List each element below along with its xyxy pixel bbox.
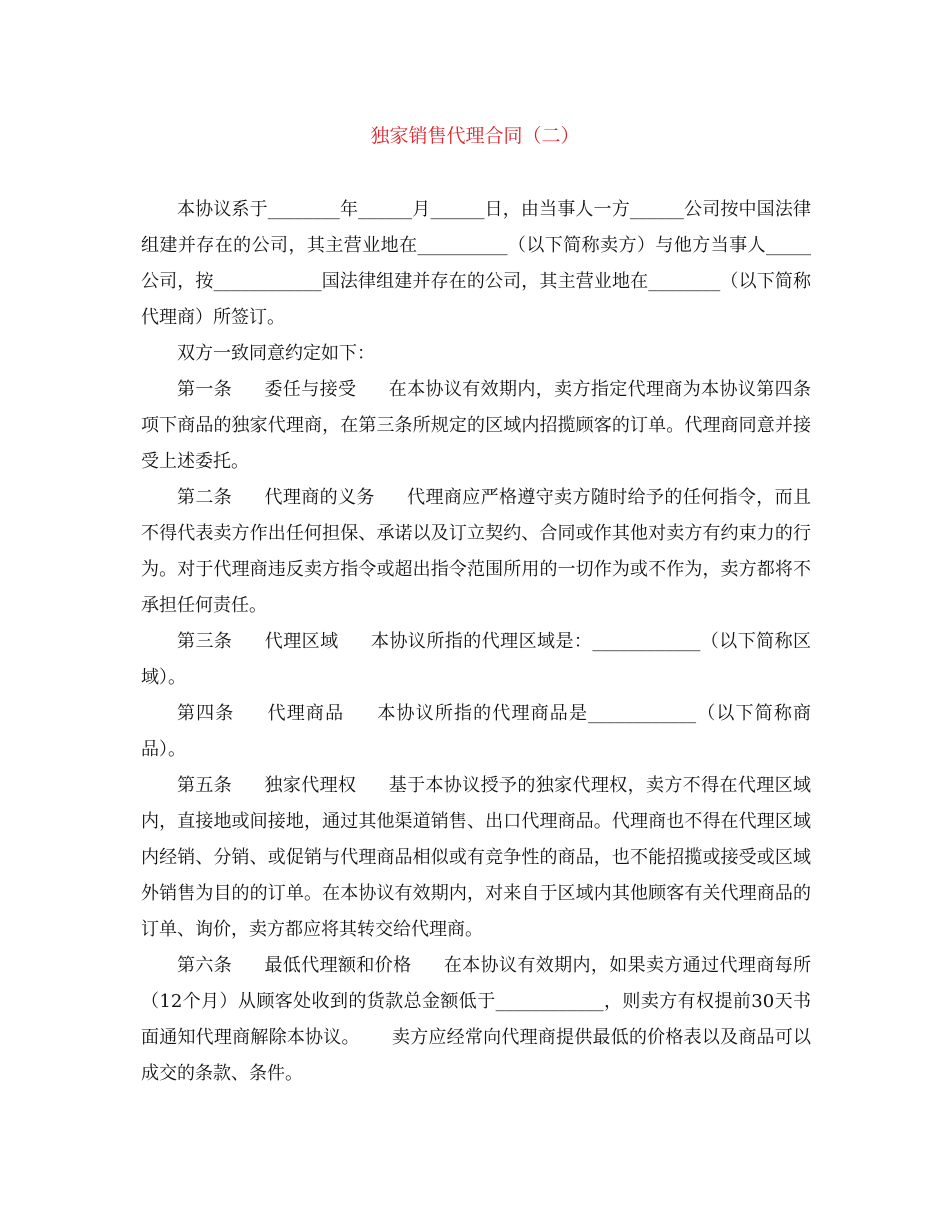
article-number: 第二条 (177, 487, 233, 508)
article-number: 第四条 (177, 703, 235, 724)
agreement-line: 双方一致同意约定如下： (177, 343, 375, 364)
document-body (141, 192, 811, 1092)
article-number: 第五条 (177, 775, 233, 796)
article-text: 基于本协议授予的独家代理权，卖方不得在代理区域内，直接地或间接地，通过其他渠道销售、出口代理商品。代理商也不得在代理区域内经销、分销、或促销与代理商品相似或有竞争性的商品，也不能招揽或接受或区域外销售为目的的订单。在本协议有效期内，对来自于区域内其他顾客有关代理商品的订单、询价，卖方都应将其转交给代理商。 (141, 775, 811, 940)
article-heading: 代理商品 (266, 703, 345, 724)
article-2 (141, 480, 811, 624)
article-text: 本协议所指的代理商品是____________（以下简称商品）。 (141, 703, 812, 760)
article-heading: 代理区域 (264, 631, 339, 652)
intro-paragraph: 本协议系于________年______月______日，由当事人一方______公司按中国法律组建并存在的公司，其主营业地在__________（以下简称卖方）与他方当事人_____公司，按____________国法律组建并存在的公司，其主营业地在________（以下简称代理商）所签订。 (141, 199, 811, 328)
article-4 (141, 696, 811, 768)
article-text: 在本协议有效期内，如果卖方通过代理商每所（12个月）从顾客处收到的货款总金额低于____________，则卖方有权提前30天书面通知代理商解除本协议。 (141, 955, 811, 1048)
article-text: 代理商应严格遵守卖方随时给予的任何指令，而且不得代表卖方作出任何担保、承诺以及订立契约、合同或作其他对卖方有约束力的行为。对于代理商违反卖方指令或超出指令范围所用的一切作为或不作为，卖方都将不承担任何责任。 (141, 487, 811, 616)
article-heading: 代理商的义务 (264, 487, 375, 508)
article-6 (141, 948, 811, 1092)
document-title: 独家销售代理合同（二） (370, 125, 580, 147)
article-text: 在本协议有效期内，卖方指定代理商为本协议第四条项下商品的独家代理商，在第三条所规定的区域内招揽顾客的订单。代理商同意并接受上述委托。 (141, 379, 811, 472)
article-text-continued: 卖方应经常向代理商提供最低的价格表以及商品可以成交的条款、条件。 (141, 1027, 812, 1084)
article-heading: 独家代理权 (264, 775, 357, 796)
article-number: 第一条 (177, 379, 233, 400)
article-number: 第三条 (177, 631, 233, 652)
article-1 (141, 372, 811, 480)
article-heading: 委任与接受 (264, 379, 357, 400)
article-3 (141, 624, 811, 696)
article-heading: 最低代理额和价格 (264, 955, 412, 976)
article-number: 第六条 (177, 955, 233, 976)
article-text: 本协议所指的代理区域是：____________（以下简称区域）。 (141, 631, 812, 688)
article-5 (141, 768, 811, 948)
